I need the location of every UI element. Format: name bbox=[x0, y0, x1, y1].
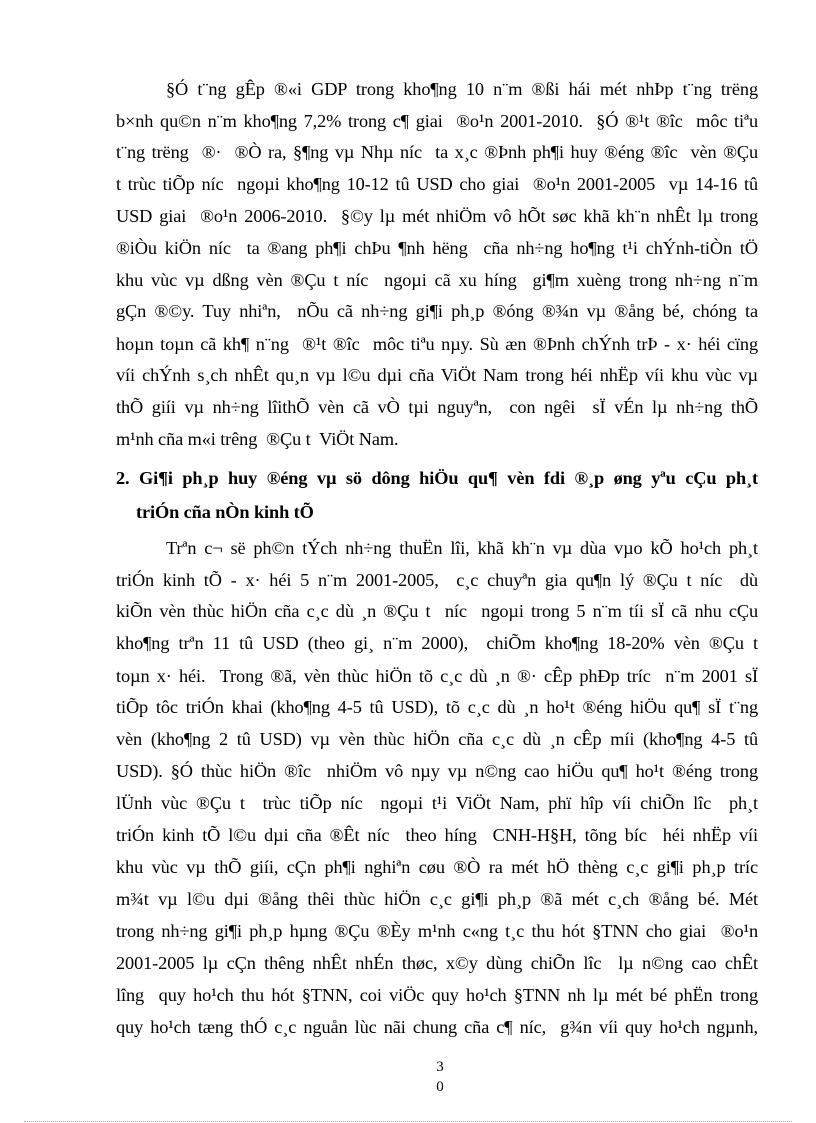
text-line: kho¶ng trªn 11 tû USD (theo gi¸ n¨m 2000), chiÕm kho¶ng 18-20% vèn ®Çu t bbox=[116, 633, 758, 653]
text-line: thÕ giíi vµ nh÷ng lîithÕ vèn cã vÒ tµi nguyªn, con ngêi sÏ vÉn lµ nh÷ng thÕ bbox=[116, 397, 758, 417]
page-number-digit: 3 bbox=[436, 1059, 444, 1075]
text-line: Trªn c¬ së ph©n tÝch nh÷ng thuËn lîi, khã kh¨n vµ dùa vµo kÕ ho¹ch ph¸t bbox=[166, 538, 758, 558]
text-line: USD). §Ó thùc hiÖn ®îc nhiÖm vô nµy vµ n©ng cao hiÖu qu¶ ho¹t ®éng trong bbox=[116, 761, 758, 781]
text-line: lÜnh vùc ®Çu t trùc tiÕp níc ngoµi t¹i ViÖt Nam, phï hîp víi chiÕn lîc ph¸t bbox=[116, 793, 758, 813]
text-line: quy ho¹ch tæng thÓ c¸c nguån lùc nãi chung cña c¶ níc, g¾n víi quy ho¹ch ngµnh, bbox=[116, 1017, 758, 1037]
page-bottom-border bbox=[24, 1121, 792, 1122]
text-line: tiÕp tôc triÓn khai (kho¶ng 4-5 tû USD), tõ c¸c dù ¸n ho¹t ®éng hiÖu qu¶ sÏ t¨ng bbox=[116, 697, 758, 717]
text-line: §Ó t¨ng gÊp ®«i GDP trong kho¶ng 10 n¨m ®ßi hái mét nhÞp t¨ng trëng bbox=[166, 79, 758, 99]
text-line: víi chÝnh s¸ch nhÊt qu¸n vµ l©u dµi cña ViÖt Nam trong héi nhËp víi khu vùc vµ bbox=[116, 365, 758, 385]
text-line: m¹nh cña m«i trêng ®Çu t ViÖt Nam. bbox=[116, 429, 399, 449]
text-line: hoµn toµn cã kh¶ n¨ng ®¹t ®îc môc tiªu nµy. Sù æn ®Þnh chÝnh trÞ - x· héi cïng bbox=[116, 334, 758, 354]
heading-line: triÓn cña nÒn kinh tÕ bbox=[136, 502, 314, 522]
text-line: triÓn kinh tÕ l©u dµi cña ®Êt níc theo híng CNH-H§H, tõng bíc héi nhËp víi bbox=[116, 825, 758, 845]
text-line: b×nh qu©n n¨m kho¶ng 7,2% trong c¶ giai ®o¹n 2001-2010. §Ó ®¹t ®îc môc tiªu bbox=[116, 111, 758, 131]
text-line: USD giai ®o¹n 2006-2010. §©y lµ mét nhiÖm vô hÕt søc khã kh¨n nhÊt lµ trong bbox=[116, 206, 758, 226]
heading-line: 2. Gi¶i ph¸p huy ®éng vµ sö dông hiÖu qu¶ vèn fdi ®¸p øng yªu cÇu ph¸t bbox=[116, 468, 758, 488]
text-line: toµn x· héi. Trong ®ã, vèn thùc hiÖn tõ c¸c dù ¸n ®· cÊp phÐp tríc n¨m 2001 sÏ bbox=[116, 666, 758, 686]
text-line: m¾t vµ l©u dµi ®ång thêi thùc hiÖn c¸c gi¶i ph¸p ®ã mét c¸ch ®ång bé. Mét bbox=[116, 889, 758, 909]
page-number-digit: 0 bbox=[436, 1079, 444, 1095]
text-line: khu vùc vµ thÕ giíi, cÇn ph¶i nghiªn cøu ®Ò ra mét hÖ thèng c¸c gi¶i ph¸p tríc bbox=[116, 857, 758, 877]
text-line: trong nh÷ng gi¶i ph¸p hµng ®Çu ®Èy m¹nh c«ng t¸c thu hót §TNN cho giai ®o¹n bbox=[116, 921, 758, 941]
text-line: t trùc tiÕp níc ngoµi kho¶ng 10-12 tû USD cho giai ®o¹n 2001-2005 vµ 14-16 tû bbox=[116, 174, 758, 194]
text-line: ®iÒu kiÖn níc ta ®ang ph¶i chÞu ¶nh hëng cña nh÷ng ho¶ng t¹i chÝnh-tiÒn tÖ bbox=[116, 238, 758, 258]
text-line: t¨ng trëng ®· ®Ò ra, §¶ng vµ Nhµ níc ta x¸c ®Þnh ph¶i huy ®éng ®îc vèn ®Çu bbox=[116, 142, 758, 162]
text-line: 2001-2005 lµ cÇn thêng nhÊt nhÉn thøc, x©y dùng chiÕn lîc lµ n©ng cao chÊt bbox=[116, 953, 758, 973]
text-line: kiÕn vèn thùc hiÖn cña c¸c dù ¸n ®Çu t níc ngoµi trong 5 n¨m tíi sÏ cã nhu cÇu bbox=[116, 601, 758, 621]
text-line: lîng quy ho¹ch thu hót §TNN, coi viÖc quy ho¹ch §TNN nh lµ mét bé phËn trong bbox=[116, 985, 758, 1005]
text-line: gÇn ®©y. Tuy nhiªn, nÕu cã nh÷ng gi¶i ph¸p ®óng ®¾n vµ ®ång bé, chóng ta bbox=[116, 301, 758, 321]
text-line: khu vùc vµ dßng vèn ®Çu t níc ngoµi cã xu híng gi¶m xuèng trong nh÷ng n¨m bbox=[116, 270, 758, 290]
text-line: vèn (kho¶ng 2 tû USD) vµ vèn thùc hiÖn cña c¸c dù ¸n cÊp míi (kho¶ng 4-5 tû bbox=[116, 729, 758, 749]
text-line: triÓn kinh tÕ - x· héi 5 n¨m 2001-2005, c¸c chuyªn gia qu¶n lý ®Çu t níc dù bbox=[116, 570, 758, 590]
